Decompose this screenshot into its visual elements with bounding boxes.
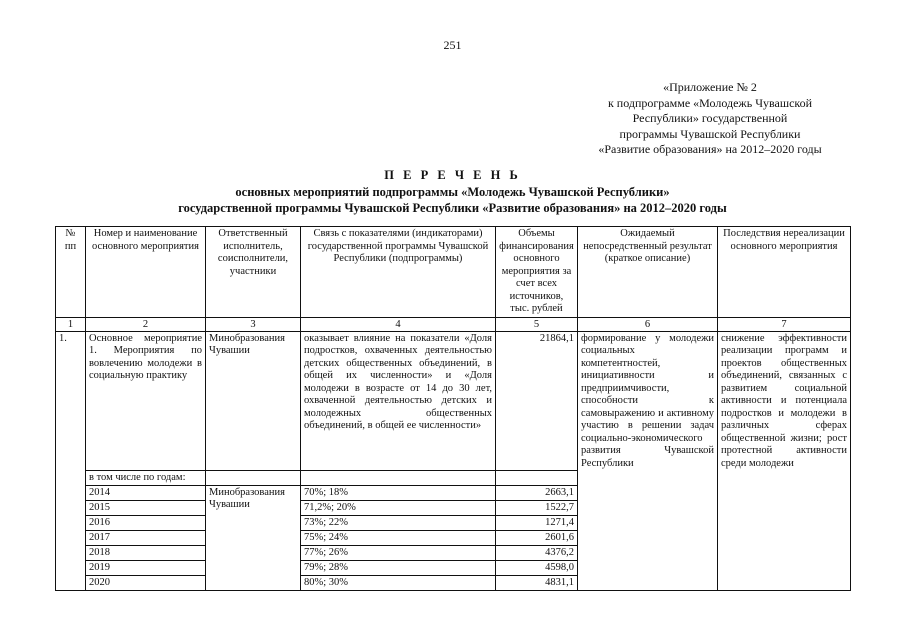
column-number: 6 xyxy=(578,317,718,331)
appendix-note xyxy=(560,80,860,158)
activity-funding-total: 21864,1 xyxy=(496,331,578,470)
expected-result: формирование у молодежи социальных компетентностей, инициативности и предприимчивости, способности к самовыражению и активному участию в решении задач социально-экономического развития Чувашской Республики xyxy=(578,331,718,590)
amount-cell: 4598,0 xyxy=(496,560,578,575)
activity-indicators-link: оказывает влияние на показатели «Доля подростков, охваченных деятельностью детских общественных объединений, в общей их численности» и «Доля молодежи в возрасте от 14 до 30 лет, охваченной деятельностью детских и молодежных общественных объединений, в общей ее численности» xyxy=(301,331,496,470)
year-cell: 2020 xyxy=(86,575,206,590)
subtitle-line: основных мероприятий подпрограммы «Молодежь Чувашской Республики» xyxy=(235,185,670,199)
header-cell-name: Номер и наименование основного мероприятия xyxy=(86,227,206,318)
amount-cell: 1522,7 xyxy=(496,500,578,515)
subtitle-line: государственной программы Чувашской Республики «Развитие образования» на 2012–2020 годы xyxy=(178,201,727,215)
column-number: 1 xyxy=(56,317,86,331)
indicator-cell: 73%; 22% xyxy=(301,515,496,530)
row-number: 1. xyxy=(56,331,86,590)
empty-cell xyxy=(301,470,496,485)
indicator-cell: 75%; 24% xyxy=(301,530,496,545)
appendix-line: Республики» государственной xyxy=(632,111,788,125)
table-header-row xyxy=(56,227,851,318)
column-number: 5 xyxy=(496,317,578,331)
header-cell-consequences: Последствия нереализации основного мероприятия xyxy=(718,227,851,318)
table-row xyxy=(56,331,851,470)
indicator-cell: 79%; 28% xyxy=(301,560,496,575)
activity-name: Основное мероприятие 1. Мероприятия по вовлечению молодежи в социальную практику xyxy=(86,331,206,470)
header-cell-funding: Объемы финансирования основного мероприятия за счет всех источников, тыс. рублей xyxy=(496,227,578,318)
column-number: 3 xyxy=(206,317,301,331)
activity-executor: Минобразования Чувашии xyxy=(206,331,301,470)
amount-cell: 4376,2 xyxy=(496,545,578,560)
appendix-line: «Развитие образования» на 2012–2020 годы xyxy=(598,142,822,156)
header-cell-indicators: Связь с показателями (индикаторами) государственной программы Чувашской Республики (подпрограммы) xyxy=(301,227,496,318)
appendix-line: программы Чувашской Республики xyxy=(619,126,801,141)
year-cell: 2017 xyxy=(86,530,206,545)
year-cell: 2019 xyxy=(86,560,206,575)
empty-cell xyxy=(496,470,578,485)
amount-cell: 1271,4 xyxy=(496,515,578,530)
by-years-label: в том числе по годам: xyxy=(86,470,206,485)
column-number: 2 xyxy=(86,317,206,331)
appendix-line: «Приложение № 2 xyxy=(663,80,757,94)
appendix-line: к подпрограмме «Молодежь Чувашской xyxy=(607,95,813,110)
header-cell-executor: Ответственный исполнитель, соисполнители, участники xyxy=(206,227,301,318)
document-subtitle xyxy=(0,184,905,216)
header-cell-number: № пп xyxy=(56,227,86,318)
header-cell-result: Ожидаемый непосредственный результат (краткое описание) xyxy=(578,227,718,318)
year-cell: 2018 xyxy=(86,545,206,560)
year-cell: 2014 xyxy=(86,485,206,500)
year-cell: 2016 xyxy=(86,515,206,530)
indicator-cell: 77%; 26% xyxy=(301,545,496,560)
activities-table xyxy=(55,226,851,591)
non-implementation-consequences: снижение эффективности реализации программ и проектов общественных объединений, связанных с развитием социальной активности и потенциала подростков и молодежи в различных сферах общественной жизни; рост протестной активности среди молодежи xyxy=(718,331,851,590)
document-title: П Е Р Е Ч Е Н Ь xyxy=(384,168,521,182)
indicator-cell: 71,2%; 20% xyxy=(301,500,496,515)
amount-cell: 2663,1 xyxy=(496,485,578,500)
year-cell: 2015 xyxy=(86,500,206,515)
amount-cell: 4831,1 xyxy=(496,575,578,590)
column-number-row xyxy=(56,317,851,331)
column-number: 7 xyxy=(718,317,851,331)
indicator-cell: 70%; 18% xyxy=(301,485,496,500)
indicator-cell: 80%; 30% xyxy=(301,575,496,590)
page-number: 251 xyxy=(443,38,462,52)
column-number: 4 xyxy=(301,317,496,331)
empty-cell xyxy=(206,470,301,485)
years-executor: Минобразования Чувашии xyxy=(206,485,301,590)
amount-cell: 2601,6 xyxy=(496,530,578,545)
